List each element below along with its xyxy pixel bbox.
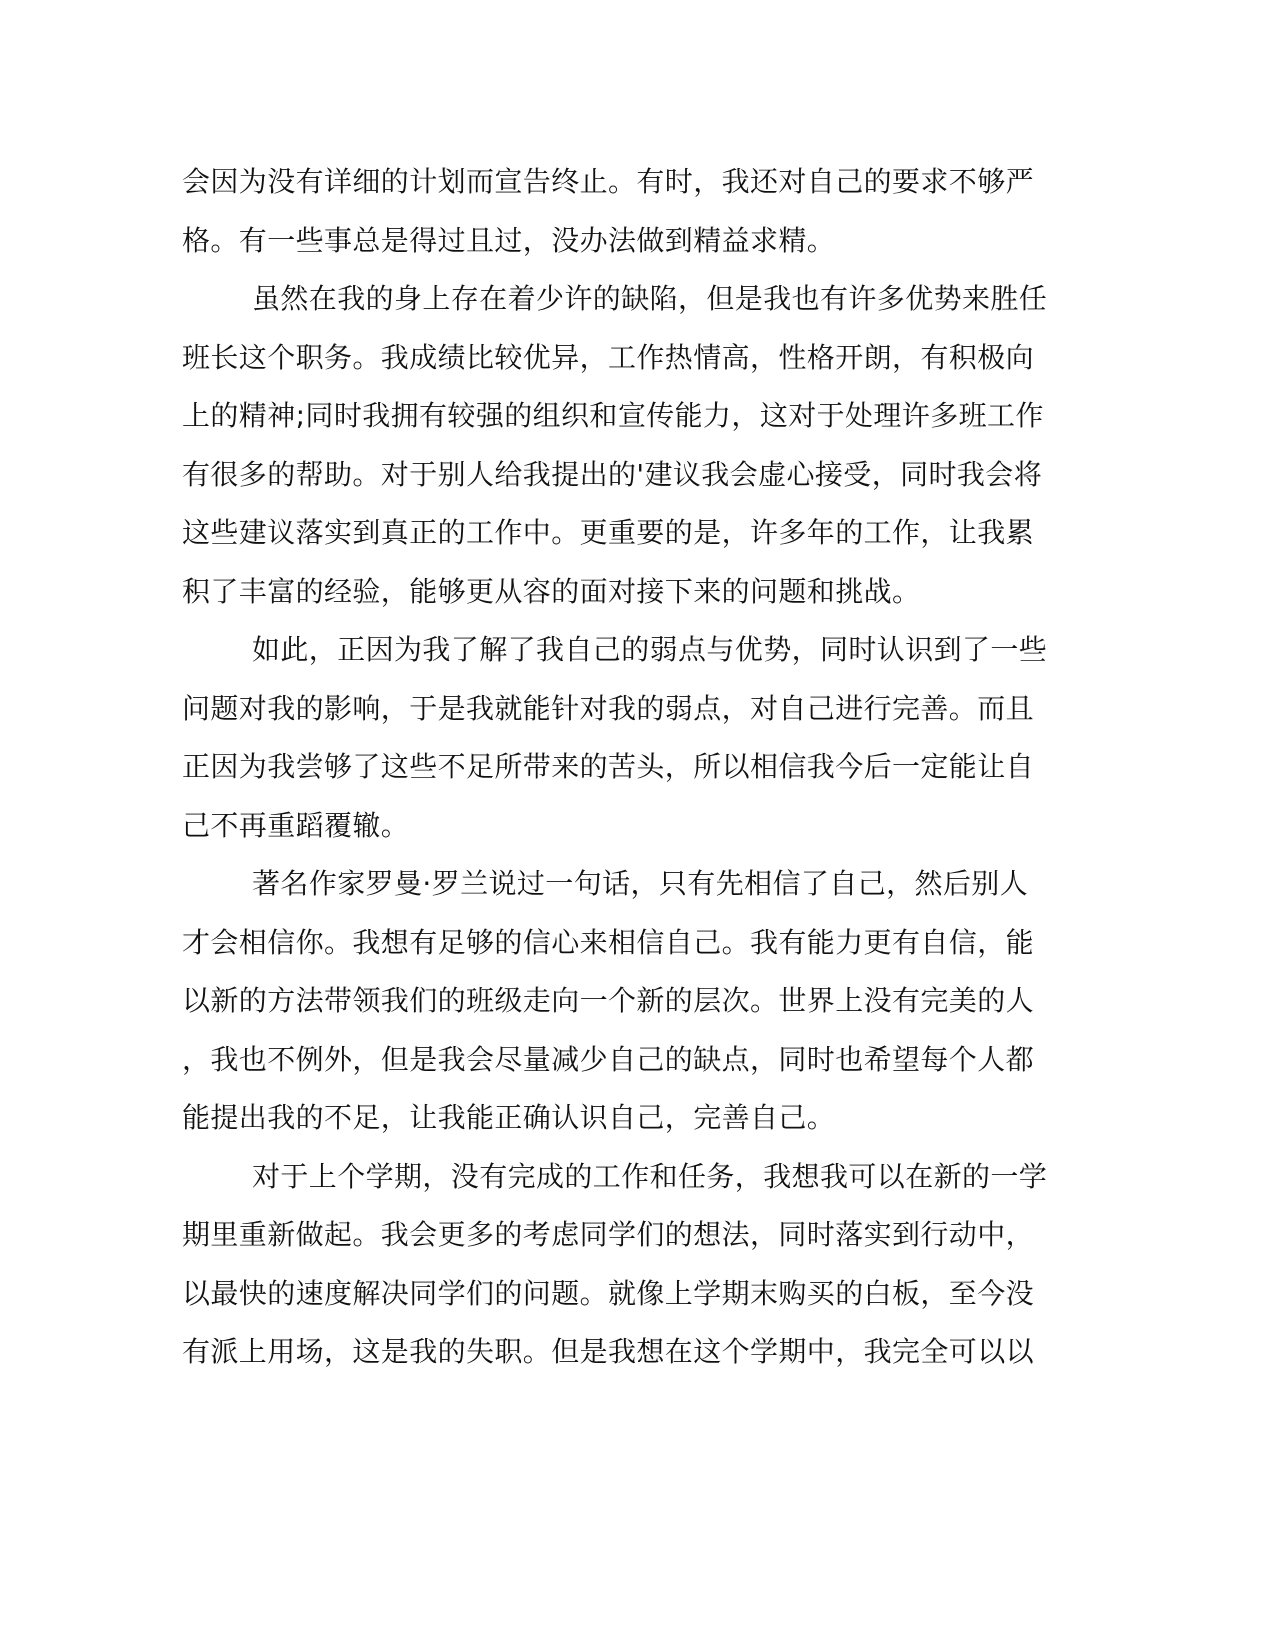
paragraph-1 [182,153,1042,270]
text-line: 如此，正因为我了解了我自己的弱点与优势，同时认识到了一些 [252,633,1048,666]
text-line: 以新的方法带领我们的班级走向一个新的层次。世界上没有完美的人 [182,984,1035,1017]
paragraph-4 [182,855,1042,1148]
text-line: 问题对我的影响，于是我就能针对我的弱点，对自己进行完善。而且 [182,691,1035,725]
text-line: 能提出我的不足，让我能正确认识自己，完善自己。 [182,1101,836,1134]
text-line: 虽然在我的身上存在着少许的缺陷，但是我也有许多优势来胜任 [252,282,1048,315]
text-line: 对于上个学期，没有完成的工作和任务，我想我可以在新的一学 [252,1159,1048,1193]
text-line: 格。有一些事总是得过且过，没办法做到精益求精。 [182,223,836,257]
text-line: 著名作家罗曼·罗兰说过一句话，只有先相信了自己，然后别人 [252,867,1029,900]
text-line: 积了丰富的经验，能够更从容的面对接下来的问题和挑战。 [182,574,921,608]
document-body [182,153,1048,1382]
paragraph-3 [182,621,1048,855]
paragraph-5 [182,1148,1048,1382]
text-line: ，我也不例外，但是我会尽量减少自己的缺点，同时也希望每个人都 [182,1042,1035,1076]
text-line: 有派上用场，这是我的失职。但是我想在这个学期中，我完全可以以 [182,1335,1035,1368]
text-line: 正因为我尝够了这些不足所带来的苦头，所以相信我今后一定能让自 [182,750,1035,783]
text-line: 己不再重蹈覆辙。 [182,808,410,842]
text-line: 这些建议落实到真正的工作中。更重要的是，许多年的工作，让我累 [182,516,1035,549]
text-line: 班长这个职务。我成绩比较优异，工作热情高，性格开朗，有积极向 [182,340,1035,374]
text-line: 会因为没有详细的计划而宣告终止。有时，我还对自己的要求不够严 [182,165,1035,198]
text-line: 以最快的速度解决同学们的问题。就像上学期末购买的白板，至今没 [182,1276,1035,1310]
paragraph-2 [182,270,1048,621]
text-line: 有很多的帮助。对于别人给我提出的'建议我会虚心接受，同时我会将 [182,457,1043,491]
text-line: 才会相信你。我想有足够的信心来相信自己。我有能力更有自信，能 [182,925,1035,959]
text-line: 期里重新做起。我会更多的考虑同学们的想法，同时落实到行动中， [182,1218,1035,1251]
text-line: 上的精神;同时我拥有较强的组织和宣传能力，这对于处理许多班工作 [182,399,1044,432]
